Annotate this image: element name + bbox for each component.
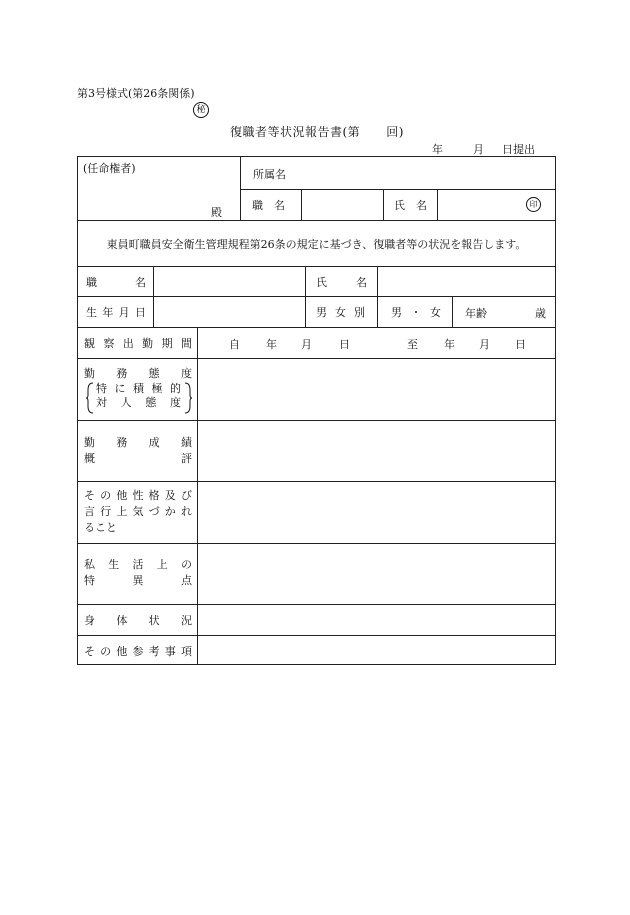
period-to-month: 月 <box>479 338 490 351</box>
period-from-month: 月 <box>301 338 312 351</box>
work-performance-label: 勤 務 成 績 概 評 <box>84 436 192 465</box>
period-to: 至 <box>407 338 418 351</box>
report-statement: 東員町職員安全衛生管理規程第26条の規定に基づき、復職者等の状況を報告します。 <box>106 237 527 251</box>
confidential-mark: 秘 <box>193 102 209 118</box>
title-prefix: 復職者等状況報告書(第 <box>230 125 361 139</box>
work-attitude-sublabel: 特 に 積 極 的 対 人 態 度 <box>96 382 181 409</box>
period-from-day: 日 <box>339 338 350 351</box>
job-title-label: 職 名 <box>86 275 146 289</box>
gender-label: 男 女 別 <box>316 306 365 319</box>
title-suffix: 回) <box>386 125 404 139</box>
physical-condition-label: 身 体 状 況 <box>84 614 192 627</box>
left-bracket-icon <box>86 382 94 414</box>
observation-period-label: 観 察 出 勤 期 間 <box>84 337 192 350</box>
character-label: そ の 他 性 格 及 び 言 行 上 気 づ か れ ること <box>84 489 192 534</box>
addressee-name-label: 氏 名 <box>394 199 427 212</box>
date-year: 年 <box>432 143 443 156</box>
honorific-label: 殿 <box>211 206 222 219</box>
right-bracket-icon <box>184 382 192 414</box>
name-label: 氏 名 <box>316 275 367 289</box>
birthdate-label: 生 年 月 日 <box>86 306 146 319</box>
appointing-authority-label: (任命権者) <box>83 162 136 175</box>
date-month: 月 <box>473 143 484 156</box>
age-label: 年齢 <box>465 307 487 320</box>
form-number: 第3号様式(第26条関係) <box>77 87 195 100</box>
period-to-day: 日 <box>515 338 526 351</box>
work-attitude-label: 勤 務 態 度 <box>84 367 192 380</box>
period-from: 自 <box>229 338 240 351</box>
submission-date <box>432 141 535 157</box>
private-life-label: 私 生 活 上 の 特 異 点 <box>84 558 192 587</box>
age-unit: 歳 <box>535 307 546 320</box>
seal-mark: 印 <box>526 197 541 212</box>
other-reference-label: そ の 他 参 考 事 項 <box>84 644 192 658</box>
date-day: 日提出 <box>502 143 535 156</box>
addressee-title-label: 職 名 <box>252 199 285 212</box>
period-to-year: 年 <box>444 338 455 351</box>
affiliation-label: 所属名 <box>253 168 286 181</box>
document-title <box>230 123 404 140</box>
period-from-year: 年 <box>266 338 277 351</box>
gender-options: 男 ・ 女 <box>391 306 441 319</box>
